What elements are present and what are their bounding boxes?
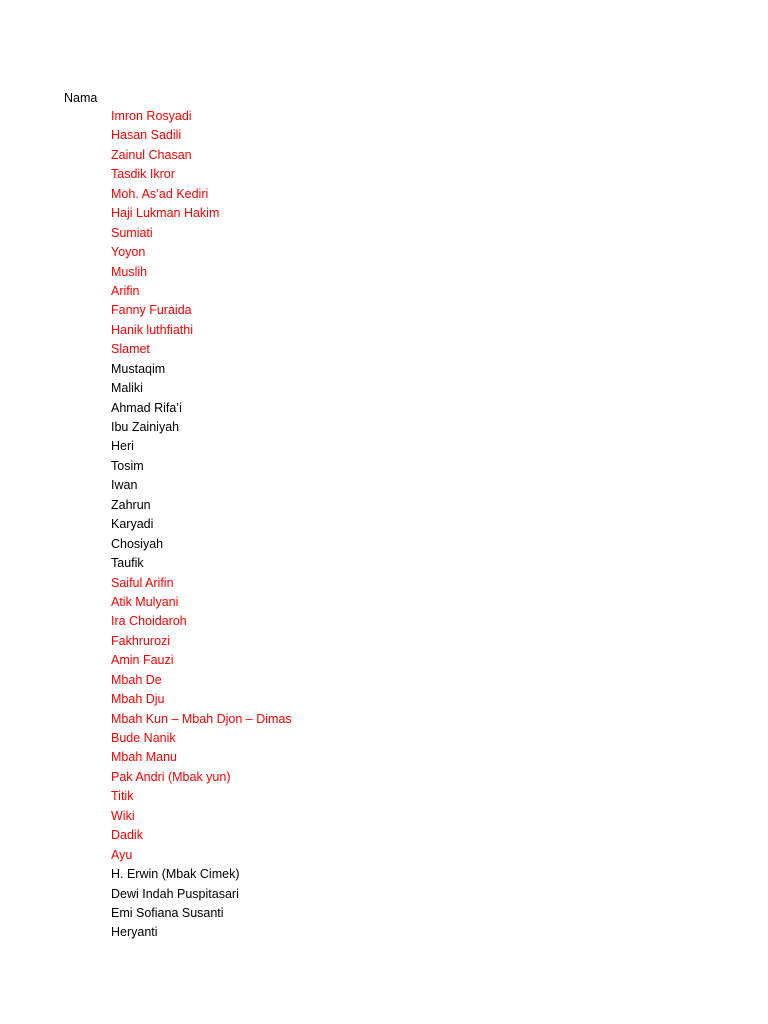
name-item: Bude Nanik <box>111 731 176 745</box>
name-item: Imron Rosyadi <box>111 109 192 123</box>
name-item: Hanik luthfiathi <box>111 322 193 337</box>
name-item: Wiki <box>111 808 135 823</box>
name-item: Hasan Sadili <box>111 128 182 143</box>
name-item: Pak Andri (Mbak yun) <box>111 769 231 784</box>
name-item: Arifin <box>111 283 140 298</box>
name-item: Ayu <box>111 847 133 862</box>
name-item: Sumiati <box>111 225 153 240</box>
name-item: Heryanti <box>111 925 158 940</box>
name-item: Saiful Arifin <box>111 575 174 590</box>
name-item: Dadik <box>111 828 143 843</box>
name-list <box>111 108 292 944</box>
name-item: Iwan <box>111 478 138 493</box>
column-header: Nama <box>64 91 98 105</box>
name-item: Fakhrurozi <box>111 633 171 648</box>
name-item: Chosiyah <box>111 536 164 551</box>
name-item: Fanny Furaida <box>111 303 192 318</box>
name-item: Yoyon <box>111 245 146 260</box>
name-item: Mbah Kun – Mbah Djon – Dimas <box>111 711 292 726</box>
name-item: Zainul Chasan <box>111 147 192 162</box>
name-item: Dewi Indah Puspitasari <box>111 886 239 901</box>
name-item: Tasdik Ikror <box>111 167 175 182</box>
name-item: Emi Sofiana Susanti <box>111 905 224 920</box>
name-item: Titik <box>111 789 134 804</box>
name-item: Tosim <box>111 458 144 473</box>
name-item: Taufik <box>111 556 144 571</box>
name-item: Ira Choidaroh <box>111 614 187 629</box>
name-item: Mbah Manu <box>111 750 178 765</box>
name-item: Ahmad Rifa’i <box>111 400 182 415</box>
name-item: Zahrun <box>111 497 151 512</box>
name-item: Atik Mulyani <box>111 594 179 609</box>
name-item: Amin Fauzi <box>111 653 174 668</box>
name-item: Muslih <box>111 264 148 279</box>
name-item: Slamet <box>111 342 150 357</box>
name-item: H. Erwin (Mbak Cimek) <box>111 867 240 882</box>
name-item: Karyadi <box>111 517 154 532</box>
name-item: Ibu Zainiyah <box>111 420 180 434</box>
name-item: Maliki <box>111 381 143 396</box>
name-item: Moh. As’ad Kediri <box>111 186 209 201</box>
name-item: Haji Lukman Hakim <box>111 206 220 221</box>
name-item: Mustaqim <box>111 361 166 376</box>
name-item: Heri <box>111 439 134 454</box>
name-item: Mbah De <box>111 672 162 687</box>
name-item: Mbah Dju <box>111 692 165 707</box>
